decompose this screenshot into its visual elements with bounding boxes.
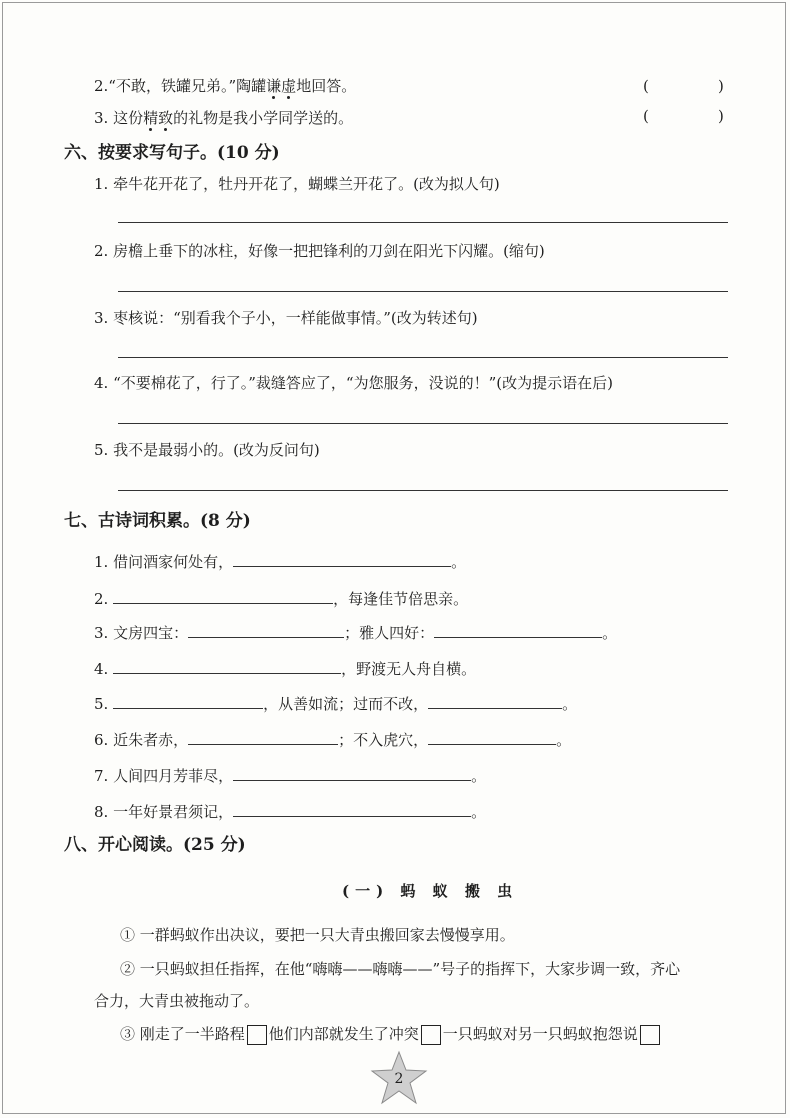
q5-2-paren-open: (	[643, 77, 649, 95]
s6-item-5: 5. 我不是最弱小的。(改为反问句)	[94, 441, 320, 459]
s7-q1-blank[interactable]	[233, 552, 451, 567]
s6-item-1: 1. 牵牛花开花了，牡丹开花了，蝴蝶兰开花了。(改为拟人句)	[94, 175, 500, 193]
s7-q3-blank-1[interactable]	[188, 623, 344, 638]
s6-answer-line-3[interactable]	[118, 357, 728, 358]
q5-2: 2.“不敢，铁罐兄弟。”陶罐谦虚地回答。	[94, 77, 357, 95]
s7-q7: 7. 人间四月芳菲尽， 。	[94, 767, 487, 785]
s6-answer-line-5[interactable]	[118, 490, 728, 491]
page-number: 2	[394, 1071, 404, 1087]
q5-3: 3. 这份精致的礼物是我小学同学送的。	[94, 109, 354, 127]
s7-q5-blank-1[interactable]	[113, 694, 263, 709]
section-8-heading: 八、开心阅读。(25 分)	[64, 835, 246, 855]
s7-q2-blank[interactable]	[113, 589, 333, 604]
s7-q6: 6. 近朱者赤， ；不入虎穴， 。	[94, 731, 572, 749]
reading-para-2-line-2: 合力，大青虫被拖动了。	[94, 992, 260, 1010]
punct-box-2[interactable]	[421, 1025, 441, 1045]
q5-3-paren-open: (	[643, 107, 649, 125]
reading-para-2-line-1: ② 一只蚂蚁担任指挥，在他“嗨嗨——嗨嗨——”号子的指挥下，大家步调一致，齐心	[120, 960, 681, 978]
reading-para-3: ③ 刚走了一半路程 他们内部就发生了冲突 一只蚂蚁对另一只蚂蚁抱怨说	[120, 1024, 662, 1045]
s6-item-4: 4. “不要棉花了，行了。”裁缝答应了，“为您服务，没说的！”(改为提示语在后)	[94, 374, 613, 392]
s7-q5-blank-2[interactable]	[428, 694, 562, 709]
s7-q3-blank-2[interactable]	[434, 623, 602, 638]
reading-title: (一) 蚂 蚁 搬 虫	[342, 882, 519, 900]
section-7-heading: 七、古诗词积累。(8 分)	[64, 511, 251, 531]
s6-answer-line-1[interactable]	[118, 222, 728, 223]
s6-item-3: 3. 枣核说：“别看我个子小，一样能做事情。”(改为转述句)	[94, 309, 478, 327]
s7-q8-blank[interactable]	[233, 802, 471, 817]
s7-q8: 8. 一年好景君须记， 。	[94, 803, 487, 821]
s7-q3: 3. 文房四宝： ；雅人四好： 。	[94, 624, 618, 642]
s7-q5: 5. ，从善如流；过而不改， 。	[94, 695, 578, 713]
s7-q7-blank[interactable]	[233, 766, 471, 781]
s6-answer-line-2[interactable]	[118, 291, 728, 292]
s6-answer-line-4[interactable]	[118, 423, 728, 424]
s7-q6-blank-1[interactable]	[188, 730, 338, 745]
reading-para-1: ① 一群蚂蚁作出决议，要把一只大青虫搬回家去慢慢享用。	[120, 926, 515, 944]
s7-q4-blank[interactable]	[113, 659, 341, 674]
s6-item-2: 2. 房檐上垂下的冰柱，好像一把把锋利的刀剑在阳光下闪耀。(缩句)	[94, 242, 545, 260]
q5-2-paren-close: )	[718, 77, 724, 95]
s7-q4: 4. ，野渡无人舟自横。	[94, 660, 477, 678]
punct-box-3[interactable]	[640, 1025, 660, 1045]
s7-q2: 2. ，每逢佳节倍思亲。	[94, 590, 469, 608]
s7-q1: 1. 借问酒家何处有， 。	[94, 553, 467, 571]
s7-q6-blank-2[interactable]	[428, 730, 556, 745]
punct-box-1[interactable]	[247, 1025, 267, 1045]
section-6-heading: 六、按要求写句子。(10 分)	[64, 143, 280, 163]
q5-3-paren-close: )	[718, 107, 724, 125]
